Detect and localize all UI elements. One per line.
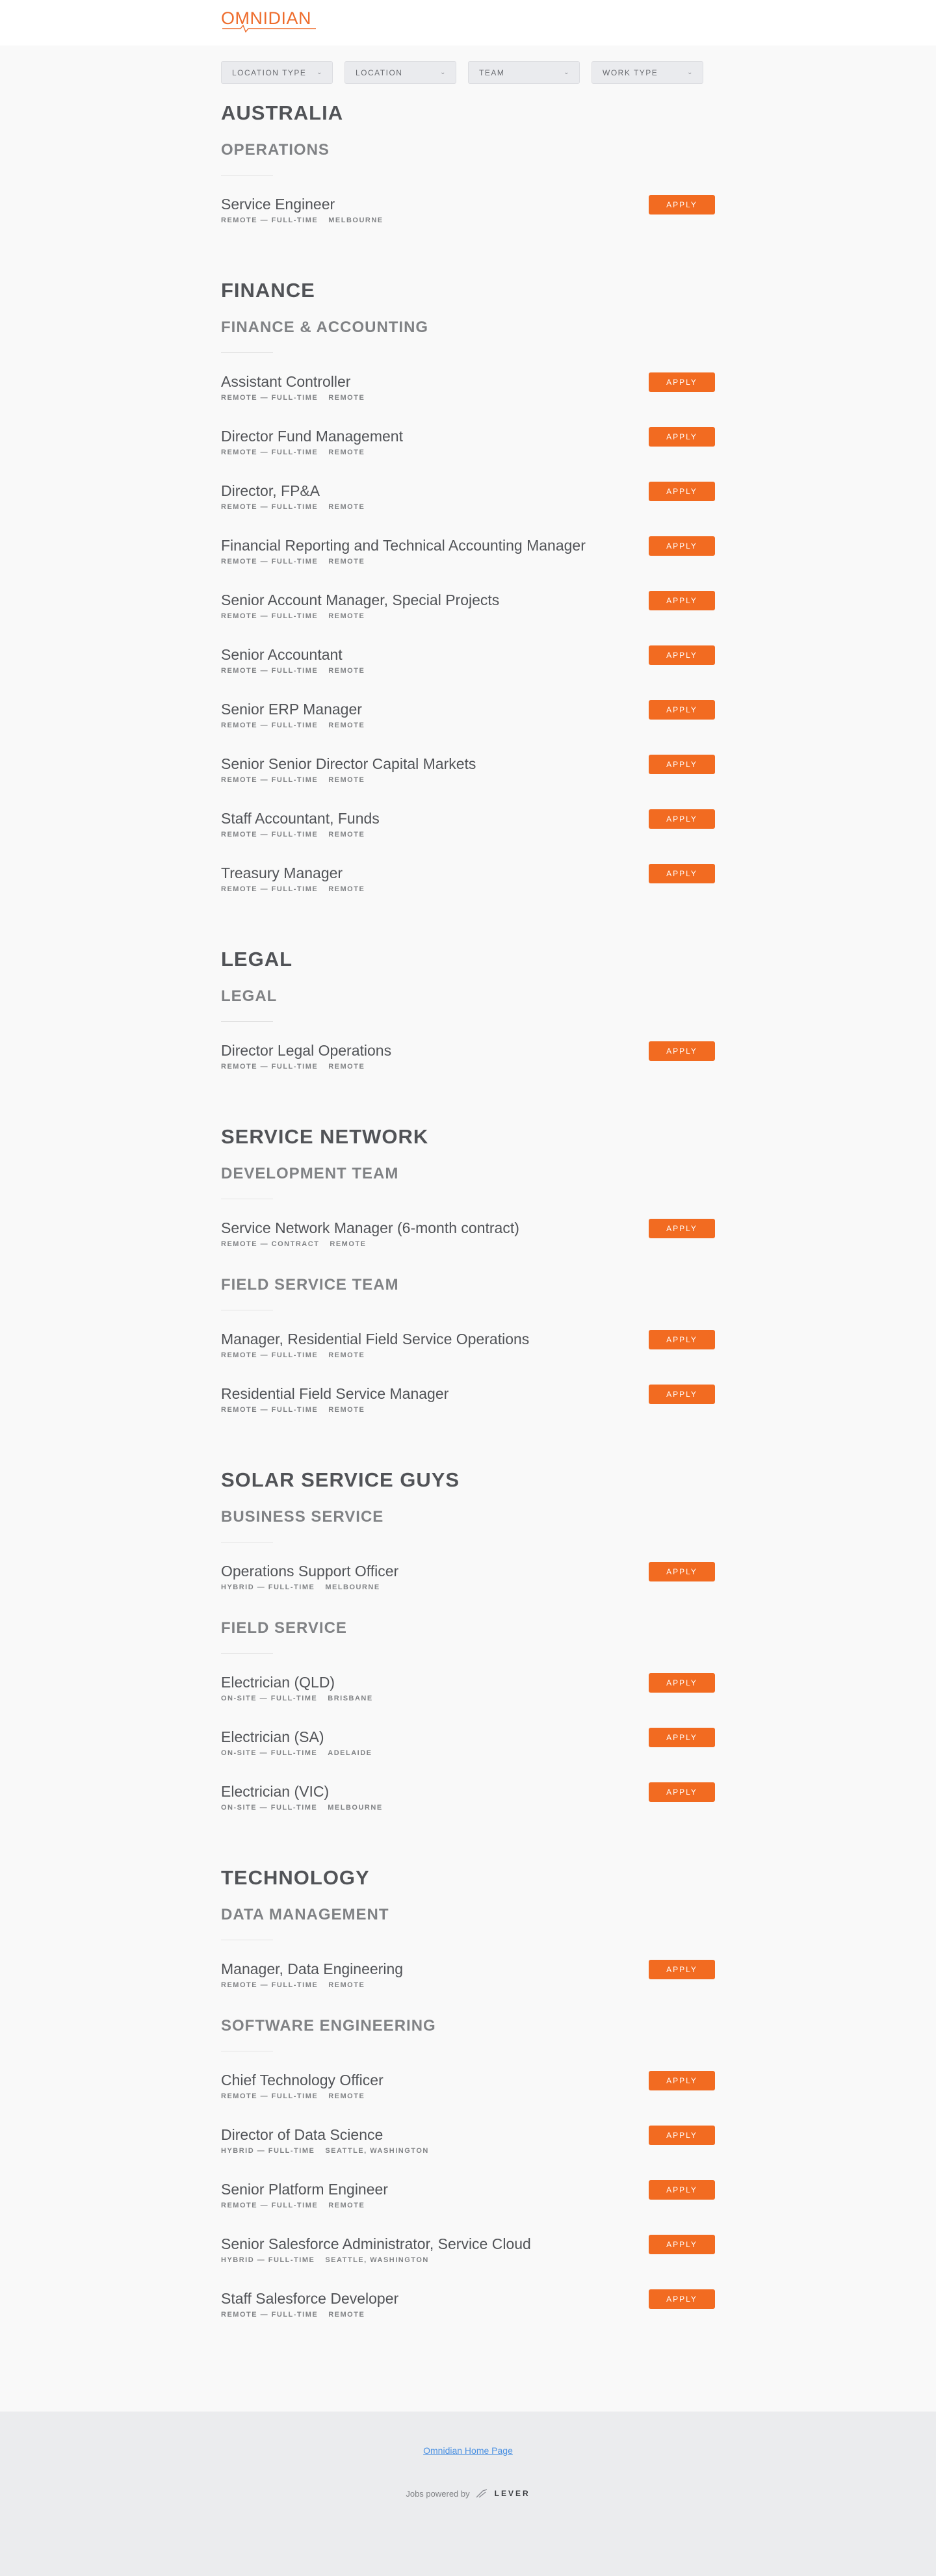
posting-commitment: REMOTE — FULL-TIME <box>221 776 318 784</box>
apply-button[interactable]: APPLY <box>649 700 715 720</box>
posting-title[interactable]: Staff Salesforce Developer <box>221 2290 399 2307</box>
apply-button[interactable]: APPLY <box>649 2126 715 2145</box>
apply-button[interactable]: APPLY <box>649 1330 715 1349</box>
posting-title[interactable]: Service Engineer <box>221 196 335 213</box>
job-board <box>221 46 715 2344</box>
posting-commitment: REMOTE — FULL-TIME <box>221 722 318 729</box>
posting-location: REMOTE <box>328 1063 365 1071</box>
job-posting[interactable] <box>221 755 715 809</box>
posting-title[interactable]: Financial Reporting and Technical Accounting Manager <box>221 537 586 554</box>
posting-title[interactable]: Director Fund Management <box>221 428 403 445</box>
job-posting[interactable] <box>221 1219 715 1273</box>
posting-commitment: REMOTE — FULL-TIME <box>221 216 318 224</box>
job-posting[interactable] <box>221 1330 715 1385</box>
chevron-down-icon: ⌄ <box>440 69 447 76</box>
apply-button[interactable]: APPLY <box>649 1041 715 1061</box>
divider <box>221 1021 273 1022</box>
posting-commitment: REMOTE — FULL-TIME <box>221 449 318 456</box>
job-posting[interactable] <box>221 1385 715 1439</box>
posting-meta <box>221 667 715 675</box>
posting-title[interactable]: Operations Support Officer <box>221 1563 399 1580</box>
posting-commitment: REMOTE — FULL-TIME <box>221 2311 318 2319</box>
department-title: BUSINESS SERVICE <box>221 1508 384 1526</box>
posting-meta <box>221 1695 715 1702</box>
posting-meta <box>221 558 715 566</box>
apply-button[interactable]: APPLY <box>649 482 715 501</box>
posting-location: REMOTE <box>328 2092 365 2100</box>
department-title: LEGAL <box>221 987 278 1005</box>
posting-meta <box>221 1351 715 1359</box>
apply-button[interactable]: APPLY <box>649 864 715 883</box>
posting-commitment: REMOTE — FULL-TIME <box>221 831 318 839</box>
job-posting[interactable] <box>221 2126 715 2180</box>
posting-location: REMOTE <box>328 667 365 675</box>
apply-button[interactable]: APPLY <box>649 195 715 215</box>
posting-meta <box>221 1981 715 1989</box>
posting-meta <box>221 2147 715 2155</box>
filter-label: TEAM <box>479 68 505 77</box>
posting-location: REMOTE <box>328 558 365 566</box>
filter-label: LOCATION TYPE <box>232 68 307 77</box>
lever-wordmark[interactable]: LEVER <box>494 2489 530 2498</box>
posting-title[interactable]: Director of Data Science <box>221 2126 384 2143</box>
divider <box>221 1653 273 1654</box>
posting-meta <box>221 776 715 784</box>
apply-button[interactable]: APPLY <box>649 1562 715 1581</box>
posting-location: BRISBANE <box>328 1695 373 1702</box>
posting-meta <box>221 885 715 893</box>
posting-location: ADELAIDE <box>328 1749 372 1757</box>
posting-commitment: REMOTE — FULL-TIME <box>221 612 318 620</box>
apply-button[interactable]: APPLY <box>649 2071 715 2090</box>
posting-location: REMOTE <box>328 831 365 839</box>
posting-title[interactable]: Treasury Manager <box>221 865 343 881</box>
department-section <box>221 1619 715 1837</box>
posting-location: REMOTE <box>328 722 365 729</box>
posting-title[interactable]: Director Legal Operations <box>221 1042 392 1059</box>
postings-list <box>221 101 715 2344</box>
filter-location-type[interactable] <box>221 61 333 84</box>
apply-button[interactable]: APPLY <box>649 2235 715 2254</box>
posting-location: REMOTE <box>328 1406 365 1414</box>
posting-location: REMOTE <box>328 1981 365 1989</box>
posting-meta <box>221 2256 715 2264</box>
department-title: DEVELOPMENT TEAM <box>221 1165 399 1182</box>
department-section <box>221 1276 715 1439</box>
apply-button[interactable]: APPLY <box>649 2289 715 2309</box>
filter-team[interactable] <box>468 61 580 84</box>
group-title: SERVICE NETWORK <box>221 1125 429 1148</box>
posting-group <box>221 948 715 1096</box>
posting-title[interactable]: Staff Accountant, Funds <box>221 810 380 827</box>
posting-commitment: REMOTE — FULL-TIME <box>221 1351 318 1359</box>
logo-swoosh-icon <box>221 25 317 33</box>
posting-title[interactable]: Electrician (SA) <box>221 1728 324 1745</box>
apply-button[interactable]: APPLY <box>649 1385 715 1404</box>
job-posting[interactable] <box>221 645 715 700</box>
posting-title[interactable]: Director, FP&A <box>221 482 320 499</box>
apply-button[interactable]: APPLY <box>649 372 715 392</box>
group-title: AUSTRALIA <box>221 101 344 124</box>
posting-meta <box>221 394 715 402</box>
posting-title[interactable]: Electrician (QLD) <box>221 1674 335 1691</box>
posting-commitment: REMOTE — CONTRACT <box>221 1240 320 1248</box>
posting-title[interactable]: Senior Salesforce Administrator, Service Cloud <box>221 2235 531 2252</box>
posting-meta <box>221 1583 715 1591</box>
posting-title[interactable]: Electrician (VIC) <box>221 1783 330 1800</box>
chevron-down-icon: ⌄ <box>317 69 323 76</box>
job-posting[interactable] <box>221 1782 715 1837</box>
posting-group <box>221 1125 715 1439</box>
footer <box>0 2412 936 2576</box>
apply-button[interactable]: APPLY <box>649 1728 715 1747</box>
department-title: OPERATIONS <box>221 141 330 159</box>
posting-location: REMOTE <box>328 1351 365 1359</box>
posting-title[interactable]: Senior Platform Engineer <box>221 2181 388 2198</box>
department-title: FINANCE & ACCOUNTING <box>221 319 429 336</box>
job-posting[interactable] <box>221 1562 715 1617</box>
department-section <box>221 1906 715 2014</box>
job-posting[interactable] <box>221 536 715 591</box>
chevron-down-icon: ⌄ <box>687 69 694 76</box>
posting-meta <box>221 2202 715 2209</box>
posting-commitment: REMOTE — FULL-TIME <box>221 2202 318 2209</box>
posting-location: REMOTE <box>328 612 365 620</box>
posting-meta <box>221 1063 715 1071</box>
posting-meta <box>221 2092 715 2100</box>
apply-button[interactable]: APPLY <box>649 1673 715 1693</box>
posting-group <box>221 279 715 918</box>
site-header <box>0 0 936 46</box>
group-title: SOLAR SERVICE GUYS <box>221 1468 460 1491</box>
apply-button[interactable]: APPLY <box>649 536 715 556</box>
posting-meta <box>221 449 715 456</box>
job-posting[interactable] <box>221 591 715 645</box>
posting-commitment: REMOTE — FULL-TIME <box>221 2092 318 2100</box>
posting-commitment: HYBRID — FULL-TIME <box>221 2256 315 2264</box>
posting-commitment: REMOTE — FULL-TIME <box>221 1406 318 1414</box>
filter-bar <box>221 46 715 84</box>
posting-commitment: ON-SITE — FULL-TIME <box>221 1695 318 1702</box>
job-posting[interactable] <box>221 427 715 482</box>
posting-location: SEATTLE, WASHINGTON <box>325 2256 429 2264</box>
posting-location: REMOTE <box>330 1240 367 1248</box>
apply-button[interactable]: APPLY <box>649 645 715 665</box>
filter-label: LOCATION <box>356 68 403 77</box>
posting-meta <box>221 2311 715 2319</box>
filter-location[interactable] <box>344 61 456 84</box>
posting-commitment: REMOTE — FULL-TIME <box>221 667 318 675</box>
posting-meta <box>221 612 715 620</box>
department-title: FIELD SERVICE TEAM <box>221 1276 399 1294</box>
posting-location: MELBOURNE <box>325 1583 380 1591</box>
posting-commitment: REMOTE — FULL-TIME <box>221 885 318 893</box>
group-title: FINANCE <box>221 279 315 302</box>
posting-commitment: REMOTE — FULL-TIME <box>221 394 318 402</box>
posting-meta <box>221 722 715 729</box>
powered-by <box>0 2488 936 2499</box>
job-posting[interactable] <box>221 1673 715 1728</box>
posting-group <box>221 1468 715 1837</box>
posting-location: MELBOURNE <box>328 216 384 224</box>
posting-title[interactable]: Chief Technology Officer <box>221 2072 384 2088</box>
department-title: FIELD SERVICE <box>221 1619 347 1637</box>
job-posting[interactable] <box>221 195 715 250</box>
job-posting[interactable] <box>221 809 715 864</box>
posting-location: REMOTE <box>328 885 365 893</box>
posting-title[interactable]: Senior Accountant <box>221 646 343 663</box>
job-posting[interactable] <box>221 700 715 755</box>
posting-title[interactable]: Residential Field Service Manager <box>221 1385 449 1402</box>
job-posting[interactable] <box>221 2289 715 2344</box>
posting-meta <box>221 831 715 839</box>
department-section <box>221 1508 715 1617</box>
posting-location: MELBOURNE <box>328 1804 383 1812</box>
apply-button[interactable]: APPLY <box>649 1960 715 1979</box>
department-title: SOFTWARE ENGINEERING <box>221 2017 436 2035</box>
department-section <box>221 1165 715 1273</box>
posting-meta <box>221 1749 715 1757</box>
posting-location: REMOTE <box>328 2202 365 2209</box>
posting-commitment: ON-SITE — FULL-TIME <box>221 1749 318 1757</box>
posting-title[interactable]: Assistant Controller <box>221 373 351 390</box>
apply-button[interactable]: APPLY <box>649 427 715 447</box>
job-posting[interactable] <box>221 1041 715 1096</box>
home-page-link[interactable]: Omnidian Home Page <box>423 2445 513 2456</box>
posting-group <box>221 1866 715 2344</box>
apply-button[interactable]: APPLY <box>649 591 715 610</box>
posting-group <box>221 101 715 250</box>
posting-location: REMOTE <box>328 503 365 511</box>
job-posting[interactable] <box>221 2235 715 2289</box>
job-posting[interactable] <box>221 1960 715 2014</box>
divider <box>221 175 273 176</box>
job-posting[interactable] <box>221 482 715 536</box>
posting-location: REMOTE <box>328 394 365 402</box>
omnidian-logo[interactable]: OMNIDIAN <box>221 8 311 28</box>
posting-location: REMOTE <box>328 776 365 784</box>
posting-location: REMOTE <box>328 2311 365 2319</box>
department-title: DATA MANAGEMENT <box>221 1906 389 1923</box>
job-posting[interactable] <box>221 2071 715 2126</box>
department-section <box>221 2017 715 2344</box>
posting-commitment: REMOTE — FULL-TIME <box>221 1981 318 1989</box>
apply-button[interactable]: APPLY <box>649 2180 715 2200</box>
posting-commitment: REMOTE — FULL-TIME <box>221 558 318 566</box>
posting-title[interactable]: Senior ERP Manager <box>221 701 362 718</box>
job-posting[interactable] <box>221 372 715 427</box>
posting-title[interactable]: Manager, Data Engineering <box>221 1960 404 1977</box>
posting-meta <box>221 1804 715 1812</box>
apply-button[interactable]: APPLY <box>649 1782 715 1802</box>
lever-logo-icon[interactable] <box>475 2488 489 2499</box>
posting-title[interactable]: Service Network Manager (6-month contract) <box>221 1219 519 1236</box>
posting-meta <box>221 1406 715 1414</box>
posting-meta <box>221 503 715 511</box>
posting-meta <box>221 216 715 224</box>
apply-button[interactable]: APPLY <box>649 809 715 829</box>
department-section <box>221 319 715 918</box>
posting-commitment: REMOTE — FULL-TIME <box>221 503 318 511</box>
posting-commitment: ON-SITE — FULL-TIME <box>221 1804 318 1812</box>
posting-title[interactable]: Senior Senior Director Capital Markets <box>221 755 476 772</box>
posting-commitment: HYBRID — FULL-TIME <box>221 2147 315 2155</box>
posting-title[interactable]: Senior Account Manager, Special Projects <box>221 592 500 608</box>
apply-button[interactable]: APPLY <box>649 1219 715 1238</box>
job-posting[interactable] <box>221 2180 715 2235</box>
posting-commitment: HYBRID — FULL-TIME <box>221 1583 315 1591</box>
posting-commitment: REMOTE — FULL-TIME <box>221 1063 318 1071</box>
chevron-down-icon: ⌄ <box>564 69 570 76</box>
group-title: LEGAL <box>221 948 293 970</box>
posting-location: SEATTLE, WASHINGTON <box>325 2147 429 2155</box>
filter-label: WORK TYPE <box>603 68 658 77</box>
apply-button[interactable]: APPLY <box>649 755 715 774</box>
powered-by-text: Jobs powered by <box>406 2488 470 2499</box>
posting-meta <box>221 1240 715 1248</box>
divider <box>221 352 273 353</box>
department-section <box>221 141 715 250</box>
posting-location: REMOTE <box>328 449 365 456</box>
posting-title[interactable]: Manager, Residential Field Service Operations <box>221 1331 530 1347</box>
job-posting[interactable] <box>221 864 715 918</box>
filter-work-type[interactable] <box>592 61 703 84</box>
department-section <box>221 987 715 1096</box>
job-posting[interactable] <box>221 1728 715 1782</box>
group-title: TECHNOLOGY <box>221 1866 370 1889</box>
